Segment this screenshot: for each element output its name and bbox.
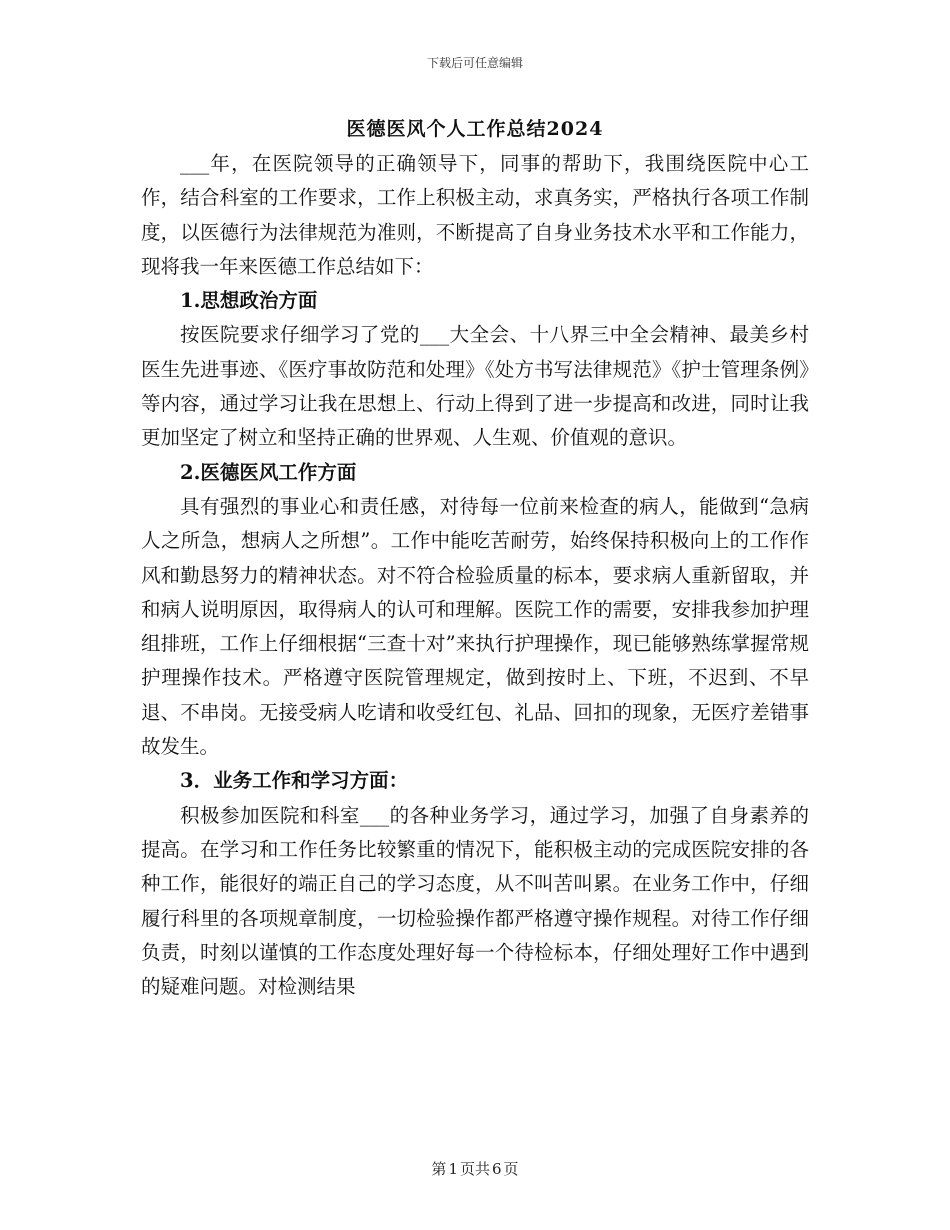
footer-middle: 页共 (459, 1160, 490, 1178)
footer-prefix: 第 (431, 1160, 447, 1178)
header-note: 下载后可任意编辑 (426, 56, 523, 70)
intro-paragraph: ___年，在医院领导的正确领导下，同事的帮助下，我围绕医院中心工作，结合科室的工作要求，工作上积极主动，求真务实，严格执行各项工作制度，以医德行为法律规范为准则，不断提高了自身业务技术水平和工作能力，现将我一年来医德工作总结如下： (141, 152, 809, 278)
document-title: 医德医风个人工作总结2024 (346, 118, 604, 140)
footer-total-pages: 6 (492, 1160, 502, 1178)
document-body (141, 147, 809, 1004)
section-heading-politics: 1.思想政治方面 (180, 289, 318, 313)
business-paragraph: 积极参加医院和科室___的各种业务学习，通过学习，加强了自身素养的提高。在学习和工作任务比较繁重的情况下，能积极主动的完成医院安排的各种工作，能很好的端正自己的学习态度，从不叫苦叫累。在业务工作中，仔细履行科里的各项规章制度，一切检验操作都严格遵守操作规程。对待工作仔细负责，时刻以谨慎的工作态度处理好每一个待检标本，仔细处理好工作中遇到的疑难问题。对检测结果 (141, 803, 809, 999)
footer-current-page: 1 (448, 1160, 458, 1178)
footer-suffix: 页 (503, 1160, 519, 1178)
section-heading-business: 3．业务工作和学习方面： (180, 769, 409, 793)
section-heading-ethics: 2.医德医风工作方面 (180, 460, 357, 484)
page-footer (0, 1158, 950, 1179)
ethics-paragraph: 具有强烈的事业心和责任感，对待每一位前来检查的病人，能做到“急病人之所急，想病人之所想”。工作中能吃苦耐劳，始终保持积极向上的工作作风和勤恳努力的精神状态。对不符合检验质量的标本，要求病人重新留取，并和病人说明原因，取得病人的认可和理解。医院工作的需要，安排我参加护理组排班，工作上仔细根据“三查十对”来执行护理操作，现已能够熟练掌握常规护理操作技术。严格遵守医院管理规定，做到按时上、下班，不迟到、不早退、不串岗。无接受病人吃请和收受红包、礼品、回扣的现象，无医疗差错事故发生。 (141, 494, 809, 759)
politics-paragraph: 按医院要求仔细学习了党的___大全会、十八界三中全会精神、最美乡村医生先进事迹、《医疗事故防范和处理》《处方书写法律规范》《护士管理条例》等内容，通过学习让我在思想上、行动上得到了进一步提高和改进，同时让我更加坚定了树立和坚持正确的世界观、人生观、价值观的意识。 (141, 323, 809, 450)
